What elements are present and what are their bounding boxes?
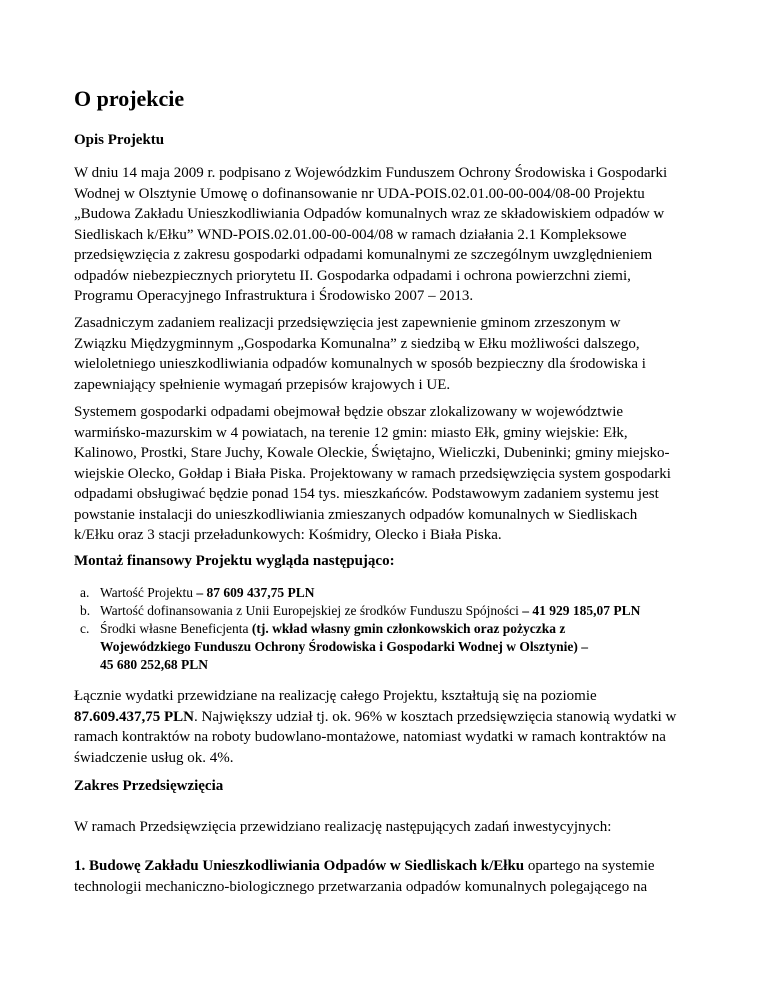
text-line: Programu Operacyjnego Infrastruktura i Środowisko 2007 – 2013. [74, 288, 474, 304]
paragraph-umowa [74, 163, 734, 307]
list-item [74, 584, 734, 602]
task-title: 1. Budowę Zakładu Unieszkodliwiania Odpadów w Siedliskach k/Ełku [74, 858, 525, 874]
text-line [74, 856, 734, 877]
list-marker: b. [80, 603, 91, 618]
section-heading-opis: Opis Projektu [74, 132, 165, 148]
paragraph-wydatki [74, 686, 734, 768]
text-line: „Budowa Zakładu Unieszkodliwiania Odpadów komunalnych wraz ze składowiskiem odpadów w [74, 206, 665, 222]
text-line: odpadami obsługiwać będzie ponad 154 tys. mieszkańców. Podstawowym zadaniem systemu jest [74, 486, 659, 502]
text-fragment: opartego na systemie [524, 858, 655, 874]
section-heading-zakres: Zakres Przedsięwzięcia [74, 778, 224, 794]
list-item-amount: – 87 609 437,75 PLN [196, 585, 315, 600]
text-line [74, 707, 734, 728]
page-title: O projekcie [74, 86, 185, 111]
paragraph-zadanie [74, 313, 734, 395]
text-line: W ramach Przedsięwzięcia przewidziano realizację następujących zadań inwestycyjnych: [74, 819, 612, 835]
text-line: świadczenie usług ok. 4%. [74, 749, 234, 766]
text-line: technologii mechaniczno-biologicznego przetwarzania odpadów komunalnych polegającego na [74, 878, 648, 895]
paragraph-system [74, 402, 734, 546]
text-line: warmińsko-mazurskim w 4 powiatach, na terenie 12 gmin: miasto Ełk, gminy wiejskie: Ełk, [74, 424, 628, 441]
text-line: Wodnej w Olsztynie Umowę o dofinansowanie nr UDA-POIS.02.01.00-00-004/08-00 Projektu [74, 185, 645, 202]
list-item-text: Wartość dofinansowania z Unii Europejskiej ze środków Funduszu Spójności [100, 603, 523, 618]
text-line: wieloletniego unieszkodliwiania odpadów komunalnych w sposób bezpieczny dla środowiska i [74, 356, 646, 372]
list-item-text: Wartość Projektu [100, 585, 197, 600]
text-line: W dniu 14 maja 2009 r. podpisano z Wojewódzkim Funduszem Ochrony Środowiska i Gospodarki [74, 165, 668, 181]
text-line: Związku Międzygminnym „Gospodarka Komunalna” z siedzibą w Ełku możliwości dalszego, [74, 335, 640, 352]
text-line: przedsięwzięcia z zakresu gospodarki odpadami komunalnymi ze szczególnym uwzględnieniem [74, 247, 653, 263]
list-item-text: Środki własne Beneficjenta [100, 621, 252, 636]
financing-list [74, 584, 734, 674]
list-item-amount: – 41 929 185,07 PLN [522, 603, 641, 618]
list-item [74, 602, 734, 620]
text-line: odpadów niebezpiecznych priorytetu II. Gospodarka odpadami i ochrona powierzchni ziemi, [74, 267, 631, 284]
text-line: Zasadniczym zadaniem realizacji przedsięwzięcia jest zapewnienie gminom zrzeszonym w [74, 315, 621, 331]
total-amount: 87.609.437,75 PLN [74, 708, 194, 725]
list-marker: c. [80, 621, 90, 636]
list-marker: a. [80, 585, 90, 600]
list-item-amount: (tj. wkład własny gmin członkowskich oraz pożyczka z [251, 621, 566, 636]
text-line: wiejskie Olecko, Gołdap i Biała Piska. Projektowany w ramach przedsięwzięcia system gospodarki [74, 465, 671, 482]
text-line: Systemem gospodarki odpadami obejmował będzie obszar zlokalizowany w województwie [74, 404, 624, 420]
text-line: Łącznie wydatki przewidziane na realizację całego Projektu, kształtują się na poziomie [74, 688, 597, 704]
text-fragment: . Największy udział tj. ok. 96% w kosztach przedsięwzięcia stanowią wydatki w [194, 708, 677, 725]
text-line: zapewniający spełnienie wymagań przepisów krajowych i UE. [74, 376, 451, 393]
list-item [74, 620, 734, 674]
text-line: Siedliskach k/Ełku” WND-POIS.02.01.00-00-004/08 w ramach działania 2.1 Kompleksowe [74, 226, 627, 243]
paragraph-budowa [74, 856, 734, 897]
text-line: Kalinowo, Prostki, Stare Juchy, Kowale Oleckie, Świętajno, Wieliczki, Dubeninki; gminy miejsko- [74, 445, 670, 461]
section-heading-montaz: Montaż finansowy Projektu wygląda następująco: [74, 553, 395, 569]
text-line: ramach kontraktów na roboty budowlano-montażowe, natomiast wydatki w ramach kontraktów na [74, 729, 666, 745]
paragraph-zadania [74, 817, 734, 838]
list-item-amount: Wojewódzkiego Funduszu Ochrony Środowiska i Gospodarki Wodnej w Olsztynie) – [100, 639, 588, 654]
list-item-amount: 45 680 252,68 PLN [100, 657, 208, 672]
text-line: k/Ełku oraz 3 stacji przeładunkowych: Kośmidry, Olecko i Biała Piska. [74, 527, 502, 543]
text-line: powstanie instalacji do unieszkodliwiania zmieszanych odpadów komunalnych w Siedliskach [74, 506, 638, 523]
